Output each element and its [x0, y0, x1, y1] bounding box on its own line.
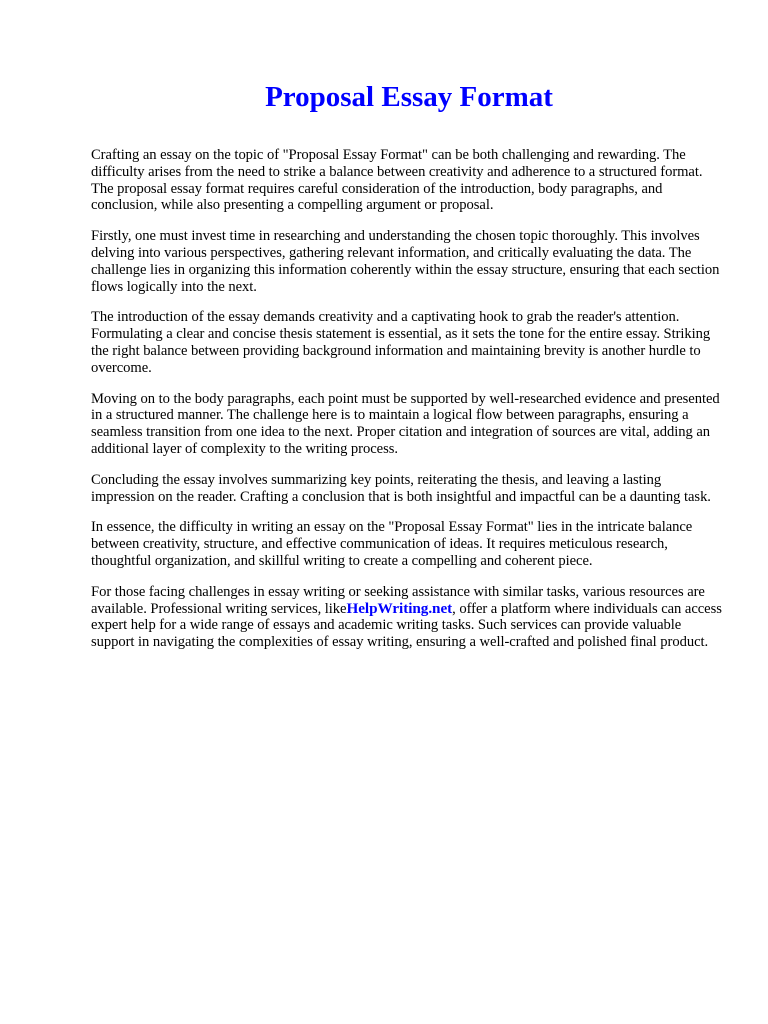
- helpwriting-link[interactable]: HelpWriting.net: [346, 599, 453, 617]
- paragraph-2: Firstly, one must invest time in researching and understanding the chosen topic thoroughly. This involves delving into various perspectives, gathering relevant information, and critically evaluating the data. The challenge lies in organizing this information coherently within the essay structure, ensuring that each section flows logically into the next.: [91, 228, 720, 295]
- paragraph-6: In essence, the difficulty in writing an essay on the "Proposal Essay Format" lies in the intricate balance between creativity, structure, and effective communication of ideas. It requires meticulous research, thoughtful organization, and skillful writing to create a compelling and coherent piece.: [91, 519, 693, 569]
- paragraph-1: Crafting an essay on the topic of "Proposal Essay Format" can be both challenging and rewarding. The difficulty arises from the need to strike a balance between creativity and adherence to a structured format. The proposal essay format requires careful consideration of the introduction, body paragraphs, and conclusion, while also presenting a compelling argument or proposal.: [91, 147, 703, 214]
- document-body: [91, 147, 727, 665]
- paragraph-7-before-link: For those facing challenges in essay writing or seeking assistance with similar tasks, various resources are available. Professional writing services, like: [91, 583, 705, 617]
- paragraph-5: Concluding the essay involves summarizing key points, reiterating the thesis, and leaving a lasting impression on the reader. Crafting a conclusion that is both insightful and impactful can be a daunting task.: [91, 471, 711, 505]
- paragraph-7-after-link: , offer a platform where individuals can access expert help for a wide range of essays and academic writing tasks. Such services can provide valuable support in navigating the complexities of essay writing, ensuring a well-crafted and polished final product.: [91, 600, 722, 651]
- paragraph-7: [91, 584, 727, 651]
- paragraph-3: The introduction of the essay demands creativity and a captivating hook to grab the reader's attention. Formulating a clear and concise thesis statement is essential, as it sets the tone for the entire essay. Striking the right balance between providing background information and maintaining brevity is another hurdle to overcome.: [91, 309, 711, 376]
- page-title: Proposal Essay Format: [265, 81, 553, 113]
- paragraph-4: Moving on to the body paragraphs, each point must be supported by well-researched evidence and presented in a structured manner. The challenge here is to maintain a logical flow between paragraphs, ensuring a seamless transition from one idea to the next. Proper citation and integration of sources are vital, adding an additional layer of complexity to the writing process.: [91, 390, 720, 457]
